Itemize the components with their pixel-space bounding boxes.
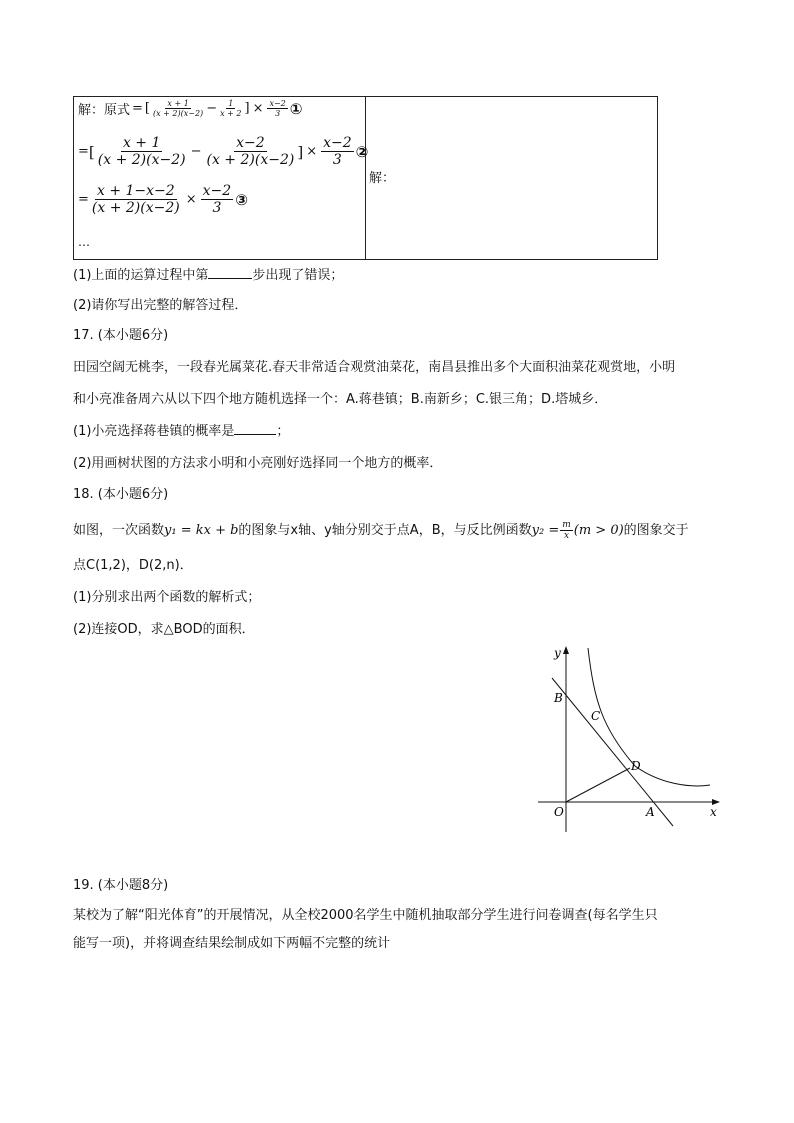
denominator: 3 — [332, 152, 342, 169]
label-o: O — [554, 805, 564, 819]
numerator: x−2 — [269, 99, 286, 108]
label-y: y — [554, 646, 561, 660]
segment-od — [566, 768, 630, 802]
times-sign: × — [185, 192, 197, 208]
q18-text-b: 的图象与x轴、y轴分别交于点A，B，与反比例函数 — [238, 522, 532, 538]
function-graph-figure — [530, 640, 730, 840]
label-x: x — [710, 805, 717, 819]
q18-condition: (m > 0) — [573, 522, 624, 538]
q16-part2: (2)请你写出完整的解答过程． — [73, 298, 248, 313]
label-c: C — [591, 709, 601, 723]
solution-table — [73, 96, 658, 260]
minus-sign: − — [206, 101, 218, 117]
label-d: D — [631, 759, 641, 773]
numerator: x−2 — [236, 135, 265, 151]
q17-part1-text: (1)小亮选择蒋巷镇的概率是 — [73, 424, 235, 439]
denominator: 3 — [275, 109, 281, 119]
q18-part1: (1)分别求出两个函数的解析式； — [73, 590, 261, 605]
times-sign: × — [252, 101, 264, 117]
q17-text-line2: 和小亮准备周六从以下四个地方随机选择一个：A.蒋巷镇；B.南新乡；C.银三角；D.塔城乡． — [73, 392, 608, 407]
numerator: x−2 — [323, 135, 352, 151]
numerator: x−2 — [202, 183, 232, 199]
q17-heading: 17. (本小题6分) — [73, 328, 169, 343]
denominator: x + 2 — [220, 109, 242, 119]
denominator: (x + 2)(x−2) — [97, 152, 186, 169]
eq-sign: = — [132, 101, 143, 117]
inverse-function-curve — [588, 648, 710, 786]
step-marker: ③ — [235, 190, 248, 209]
fraction — [205, 135, 297, 168]
eq-sign: = — [78, 192, 89, 208]
q18-text-c: 的图象交于 — [623, 522, 689, 538]
fraction — [321, 135, 354, 168]
fraction — [90, 183, 182, 216]
eq-sign: = — [78, 144, 89, 160]
times-sign: × — [306, 144, 318, 160]
fraction — [560, 520, 573, 542]
q19-heading: 19. (本小题8分) — [73, 878, 169, 893]
q18-eq-linear: y₁ = kx + b — [164, 522, 239, 538]
solution-label: 解：原式 — [78, 103, 131, 119]
fraction — [96, 135, 188, 168]
solution-ellipsis: … — [78, 235, 90, 249]
numerator: x + 1−x−2 — [96, 183, 175, 199]
q16-part1-tail: 步出现了错误； — [252, 268, 344, 283]
q18-text-line2: 点C(1,2)，D(2,n)． — [73, 558, 193, 573]
solution-cell-right: 解： — [369, 171, 396, 186]
bracket-close: ] — [297, 142, 304, 161]
q19-text-line2: 能写一项)，并将调查结果绘制成如下两幅不完整的统计 — [73, 936, 391, 951]
denominator: 3 — [212, 200, 222, 217]
step-marker: ① — [289, 99, 303, 118]
label-b: B — [554, 691, 563, 705]
denominator: (x + 2)(x−2) — [91, 200, 180, 217]
numerator: x + 1 — [122, 135, 161, 151]
numerator: x + 1 — [167, 99, 189, 108]
q17-part2: (2)用画树状图的方法求小明和小亮刚好选择同一个地方的概率． — [73, 456, 443, 471]
solution-line-1 — [78, 99, 302, 118]
q16-part1 — [73, 266, 343, 286]
answer-blank[interactable] — [208, 266, 252, 279]
answer-blank[interactable] — [234, 422, 276, 435]
bracket-open: [ — [144, 101, 150, 117]
label-a: A — [646, 805, 655, 819]
numerator: 1 — [228, 99, 234, 108]
solution-line-2 — [78, 135, 368, 168]
q16-part1-text: (1)上面的运算过程中第 — [73, 268, 209, 283]
denominator: (x + 2)(x−2) — [206, 152, 295, 169]
q17-part1 — [73, 422, 289, 442]
bracket-close: ] — [244, 101, 250, 117]
q18-part2: (2)连接OD，求△BOD的面积． — [73, 622, 255, 637]
q18-heading: 18. (本小题6分) — [73, 487, 169, 502]
numerator: m — [562, 520, 571, 530]
bracket-open: [ — [88, 142, 95, 161]
linear-function-line — [552, 678, 673, 826]
minus-sign: − — [190, 144, 202, 160]
solution-cell-left — [78, 99, 369, 257]
solution-line-3 — [78, 183, 248, 216]
denominator: (x + 2)(x−2) — [153, 109, 204, 119]
denominator: x — [563, 531, 570, 542]
q18-text-a: 如图，一次函数 — [73, 522, 165, 538]
q18-text-line1 — [73, 520, 689, 542]
q18-eq-inverse: y₂ = — [531, 522, 560, 538]
q19-text-line1: 某校为了解“阳光体育”的开展情况，从全校2000名学生中随机抽取部分学生进行问卷调查(每名学生只 — [73, 908, 658, 923]
q17-text-line1: 田园空阔无桃李，一段春光属菜花.春天非常适合观赏油菜花，南昌县推出多个大面积油菜花观赏地，小明 — [73, 360, 676, 375]
fraction — [151, 99, 205, 118]
fraction — [267, 99, 287, 118]
fraction — [201, 183, 234, 216]
fraction — [218, 99, 243, 118]
table-divider — [365, 97, 366, 259]
y-axis-arrow-icon — [563, 646, 569, 654]
q17-part1-tail: ； — [276, 424, 290, 439]
step-marker: ② — [355, 142, 369, 161]
